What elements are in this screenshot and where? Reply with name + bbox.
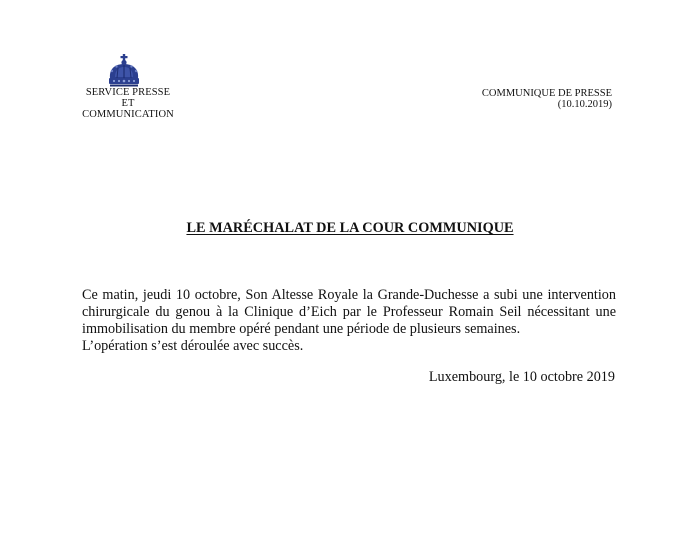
- document-type: COMMUNIQUE DE PRESSE: [481, 88, 612, 99]
- body-paragraph-1: Ce matin, jeudi 10 octobre, Son Altesse Royale la Grande-Duchesse a subi une intervention chirurgicale du genou à la Clinique d’Eich par le Professeur Romain Seil nécessitant une immobilisation du membre opéré pendant une période de plusieurs semaines.: [82, 287, 616, 337]
- body-text: [82, 287, 616, 355]
- document-date: (10.10.2019): [557, 99, 612, 110]
- service-line-2: ET COMMUNICATION: [82, 98, 174, 120]
- service-label: [76, 87, 180, 120]
- body-paragraph-2: L’opération s’est déroulée avec succès.: [82, 338, 304, 354]
- place-date-signature: Luxembourg, le 10 octobre 2019: [428, 369, 615, 385]
- press-release-header: [482, 88, 612, 110]
- crown-icon: [106, 54, 142, 88]
- document-title: LE MARÉCHALAT DE LA COUR COMMUNIQUE: [186, 220, 514, 236]
- service-line-1: SERVICE PRESSE: [85, 87, 171, 98]
